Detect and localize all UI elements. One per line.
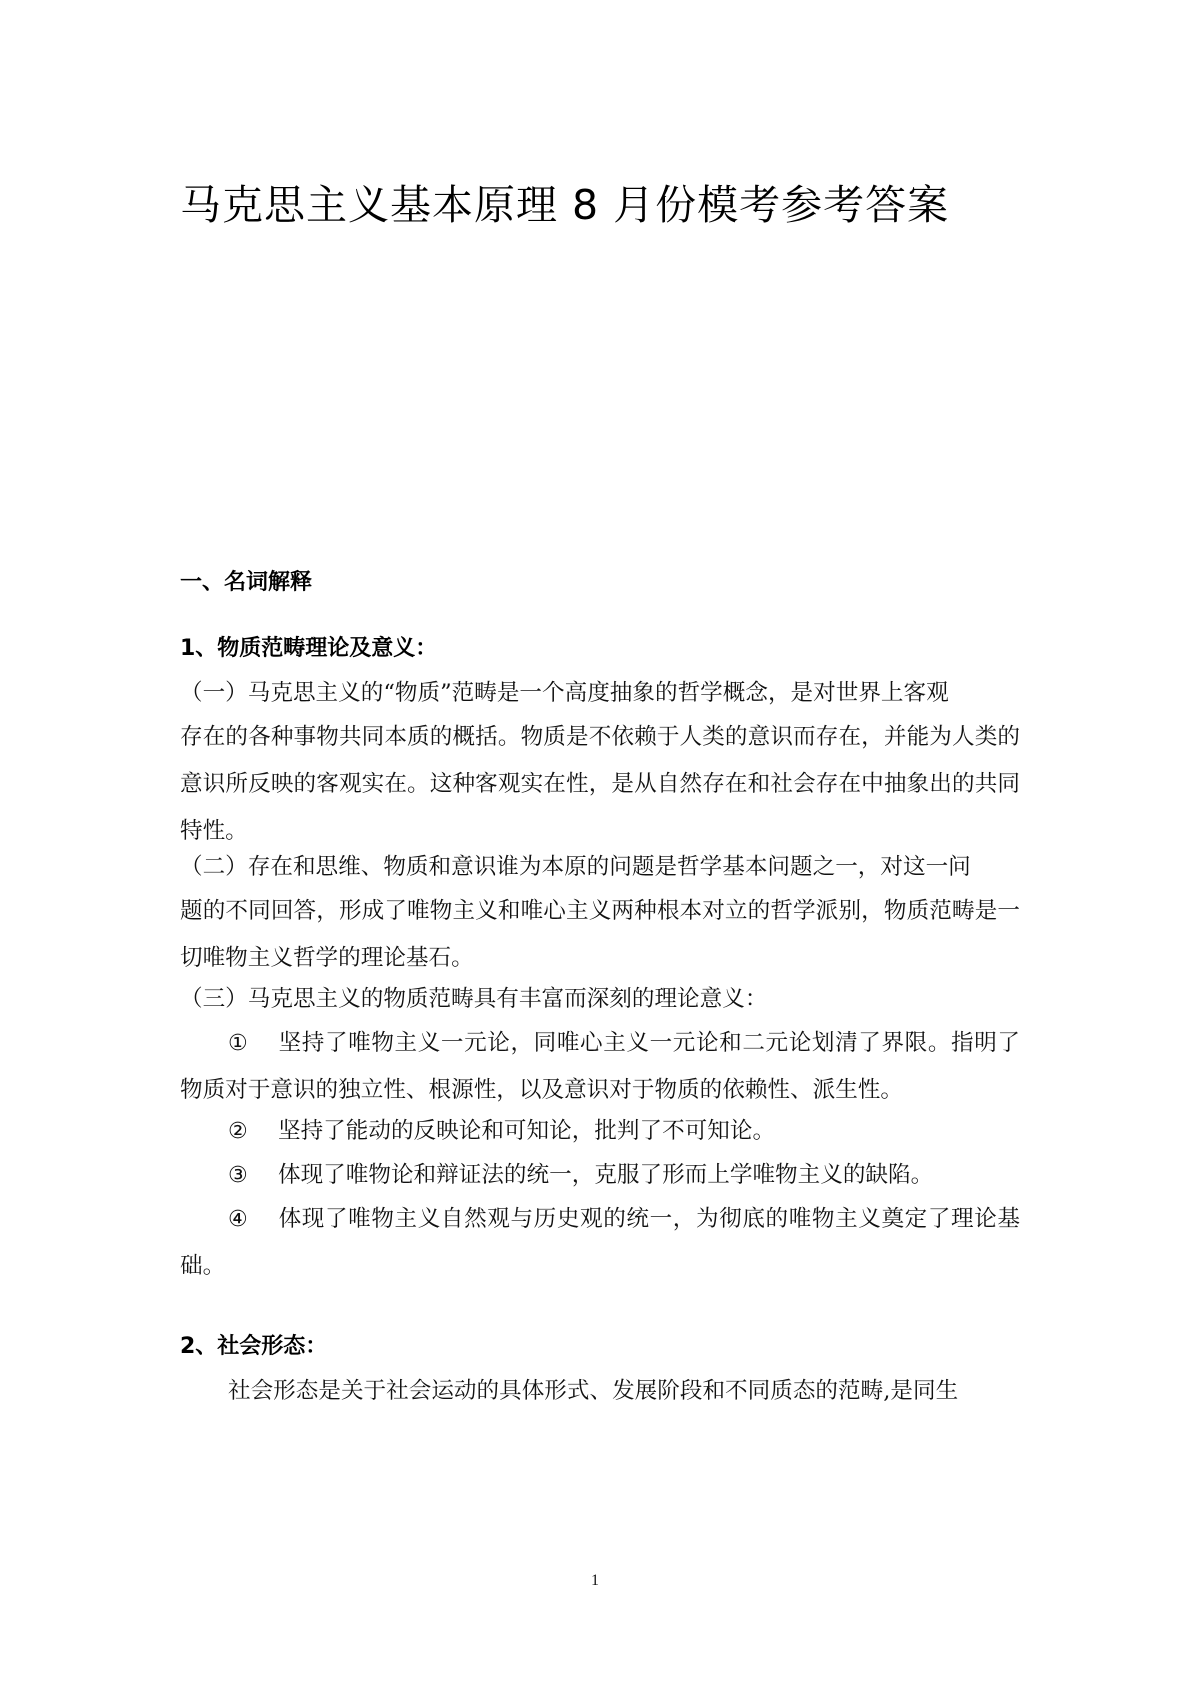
list-item: [180, 1152, 1020, 1199]
page-number: 1: [591, 1572, 599, 1589]
list-item-text: 坚持了能动的反映论和可知论，批判了不可知论。: [278, 1118, 776, 1144]
document-title: 马克思主义基本原理 8 月份模考参考答案: [180, 181, 950, 229]
section-heading: 一、名词解释: [180, 570, 313, 595]
q1-paragraph-1-rest: 存在的各种事物共同本质的概括。物质是不依赖于人类的意识而存在，并能为人类的意识所反映的客观实在。这种客观实在性，是从自然存在和社会存在中抽象出的共同特性。: [180, 724, 1020, 844]
q1-paragraph-2-line-1: （二）存在和思维、物质和意识谁为本原的问题是哲学基本问题之一，对这一问: [180, 854, 971, 880]
list-item: [180, 1108, 1020, 1155]
list-item-number: ②: [228, 1119, 248, 1144]
list-item-text: 体现了唯物主义自然观与历史观的统一，为彻底的唯物主义奠定了理论基础。: [180, 1206, 1020, 1279]
list-item: [180, 1196, 1020, 1290]
q1-paragraph-3: （三）马克思主义的物质范畴具有丰富而深刻的理论意义：: [180, 986, 768, 1012]
q1-paragraph-1-line-1: （一）马克思主义的“物质”范畴是一个高度抽象的哲学概念，是对世界上客观: [180, 680, 949, 706]
list-item-text: 坚持了唯物主义一元论，同唯心主义一元论和二元论划清了界限。指明了物质对于意识的独立性、根源性，以及意识对于物质的依赖性、派生性。: [180, 1030, 1020, 1103]
q1-paragraph-2-rest: 题的不同回答，形成了唯物主义和唯心主义两种根本对立的哲学派别，物质范畴是一切唯物主义哲学的理论基石。: [180, 898, 1020, 971]
q2-paragraph-1: 社会形态是关于社会运动的具体形式、发展阶段和不同质态的范畴,是同生: [228, 1378, 959, 1404]
question-1-heading: 1、物质范畴理论及意义：: [180, 636, 438, 661]
list-item-number: ④: [228, 1207, 248, 1232]
list-item-text: 体现了唯物论和辩证法的统一，克服了形而上学唯物主义的缺陷。: [278, 1162, 934, 1188]
question-2-heading: 2、社会形态：: [180, 1334, 328, 1359]
list-item-number: ①: [228, 1031, 248, 1056]
list-item: [180, 1020, 1020, 1114]
list-item-number: ③: [228, 1163, 248, 1188]
